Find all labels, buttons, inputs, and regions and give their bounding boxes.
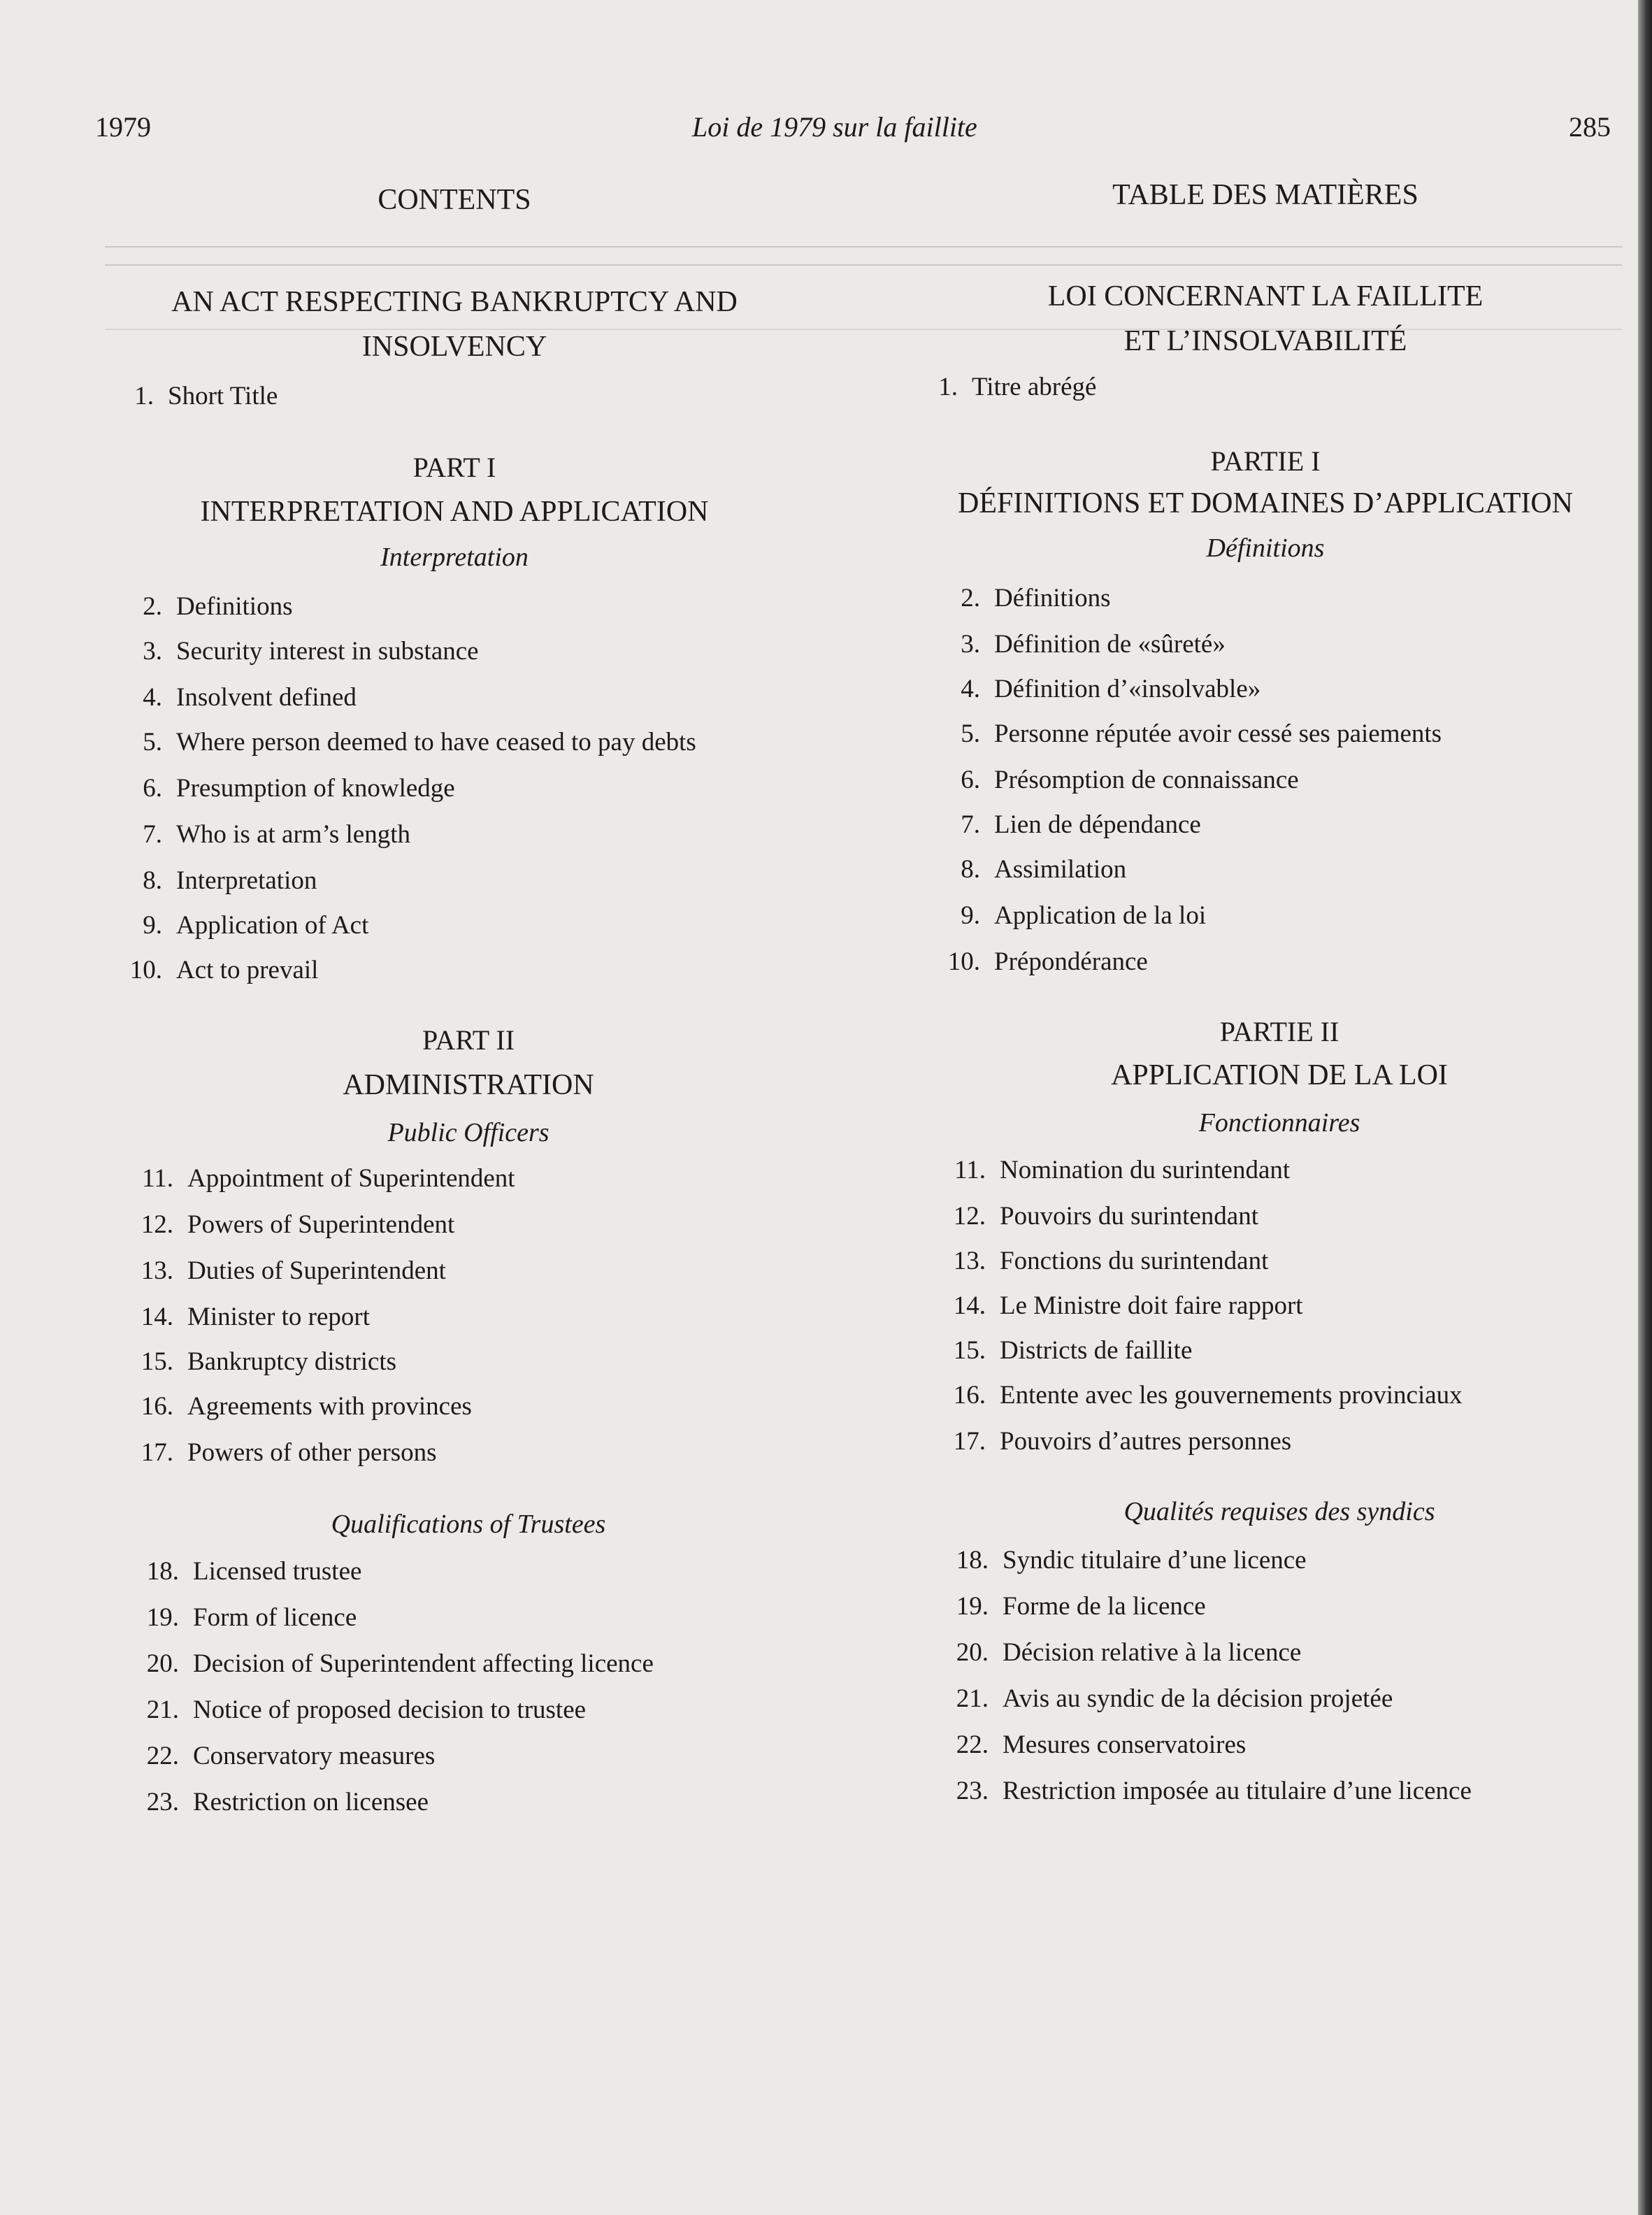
toc-entry	[105, 819, 410, 850]
toc-entry	[923, 854, 1126, 884]
toc-entry	[105, 592, 292, 622]
toc-entry-short-title	[105, 381, 278, 411]
toc-entry	[122, 1787, 429, 1817]
entry-label: Assimilation	[994, 855, 1127, 884]
entry-number: 11.	[954, 1156, 986, 1184]
entry-number: 2.	[961, 584, 980, 612]
entry-label: Duties of Superintendent	[187, 1256, 446, 1285]
entry-label: Restriction on licensee	[193, 1788, 429, 1816]
toc-entry	[931, 1776, 1472, 1806]
toc-entry	[122, 1603, 357, 1633]
toc-entry	[931, 1684, 1393, 1714]
entry-number: 6.	[143, 774, 162, 803]
entry-label: Appointment of Superintendent	[187, 1164, 515, 1193]
toc-entry	[116, 1256, 446, 1286]
toc-entry	[923, 674, 1260, 704]
entry-label: Security interest in substance	[176, 637, 479, 666]
entry-label: Lien de dépendance	[994, 810, 1201, 839]
entry-number: 13.	[953, 1247, 986, 1275]
entry-label: Agreements with provinces	[187, 1392, 472, 1421]
toc-entry	[105, 773, 455, 803]
entry-number: 15.	[141, 1347, 173, 1376]
partie-1-subheading: Définitions	[1206, 533, 1325, 563]
entry-number: 9.	[143, 911, 162, 940]
entry-label: Application of Act	[176, 911, 369, 940]
entry-number: 10.	[129, 956, 162, 984]
header-year: 1979	[95, 111, 151, 143]
entry-number: 5.	[961, 719, 980, 748]
entry-number: 6.	[961, 766, 980, 794]
act-title-line-2: INSOLVENCY	[361, 331, 547, 363]
entry-number: 1.	[938, 373, 958, 401]
header-rule-2	[105, 264, 1622, 266]
toc-entry	[923, 810, 1201, 840]
toc-entry	[122, 1695, 586, 1725]
part-1-subheading: Interpretation	[380, 543, 529, 572]
toc-entry	[116, 1391, 472, 1421]
entry-label: Mesures conservatoires	[1003, 1730, 1247, 1759]
entry-label: Forme de la licence	[1003, 1592, 1206, 1621]
toc-entry	[931, 1545, 1307, 1575]
entry-label: Short Title	[168, 382, 278, 410]
entry-number: 16.	[953, 1381, 986, 1410]
entry-label: Personne réputée avoir cessé ses paiements	[994, 719, 1442, 748]
entry-label: Districts de faillite	[1000, 1336, 1193, 1365]
act-title-line-1: AN ACT RESPECTING BANKRUPTCY AND	[171, 286, 738, 318]
entry-number: 22.	[956, 1730, 989, 1759]
toc-entry	[105, 682, 357, 712]
part-1-label: PART I	[412, 452, 496, 483]
entry-label: Entente avec les gouvernements provinciaux	[1000, 1381, 1463, 1410]
partie-2-label: PARTIE II	[1219, 1016, 1339, 1047]
loi-title-line-1: LOI CONCERNANT LA FAILLITE	[1047, 280, 1484, 313]
entry-number: 22.	[146, 1742, 179, 1770]
toc-entry-titre-abrege	[923, 372, 1096, 402]
partie-2-subheading: Fonctionnaires	[1198, 1108, 1360, 1138]
entry-label: Restriction imposée au titulaire d’une licence	[1003, 1777, 1472, 1805]
part-2-subheading: Public Officers	[387, 1118, 550, 1147]
partie-1-label: PARTIE I	[1210, 445, 1321, 477]
entry-number: 3.	[961, 630, 980, 659]
entry-number: 9.	[961, 901, 980, 930]
entry-label: Présomption de connaissance	[994, 766, 1299, 794]
entry-label: Pouvoirs du surintendant	[1000, 1202, 1258, 1231]
table-des-matieres-heading: TABLE DES MATIÈRES	[1112, 179, 1418, 211]
entry-number: 21.	[146, 1696, 179, 1724]
toc-entry	[928, 1201, 1258, 1231]
entry-label: Prépondérance	[994, 947, 1148, 976]
page-edge-shadow	[1638, 0, 1652, 2215]
entry-label: Définition d’«insolvable»	[994, 675, 1261, 703]
entry-label: Powers of other persons	[187, 1438, 437, 1467]
toc-entry	[116, 1163, 515, 1193]
entry-number: 10.	[947, 947, 980, 976]
toc-entry	[923, 719, 1442, 749]
entry-number: 12.	[141, 1210, 173, 1239]
entry-number: 7.	[961, 810, 980, 839]
entry-label: Act to prevail	[176, 956, 319, 984]
entry-label: Nomination du surintendant	[1000, 1156, 1291, 1184]
toc-entry	[928, 1335, 1192, 1365]
entry-number: 18.	[146, 1557, 179, 1586]
entry-number: 20.	[146, 1649, 179, 1678]
entry-label: Application de la loi	[994, 901, 1207, 930]
entry-number: 2.	[143, 592, 162, 621]
toc-entry	[122, 1649, 654, 1679]
toc-entry	[105, 636, 479, 666]
entry-label: Who is at arm’s length	[176, 820, 410, 849]
entry-label: Le Ministre doit faire rapport	[1000, 1291, 1303, 1320]
toc-entry	[928, 1380, 1463, 1410]
entry-label: Bankruptcy districts	[187, 1347, 397, 1376]
entry-number: 3.	[143, 637, 162, 666]
toc-entry	[105, 727, 696, 757]
entry-label: Titre abrégé	[972, 373, 1097, 401]
entry-label: Interpretation	[176, 866, 317, 895]
entry-label: Presumption of knowledge	[176, 774, 455, 803]
qualifications-subheading: Qualifications of Trustees	[331, 1510, 606, 1539]
toc-entry	[116, 1438, 437, 1468]
part-2-label: PART II	[422, 1024, 515, 1056]
entry-number: 17.	[953, 1427, 986, 1456]
entry-number: 14.	[953, 1291, 986, 1320]
entry-label: Décision relative à la licence	[1003, 1638, 1302, 1667]
entry-label: Pouvoirs d’autres personnes	[1000, 1427, 1292, 1456]
toc-entry	[105, 866, 317, 896]
entry-number: 4.	[143, 683, 162, 712]
entry-label: Definitions	[176, 592, 293, 621]
entry-number: 13.	[141, 1256, 173, 1285]
entry-label: Notice of proposed decision to trustee	[193, 1696, 587, 1724]
entry-label: Avis au syndic de la décision projetée	[1003, 1684, 1393, 1713]
entry-number: 7.	[143, 820, 162, 849]
entry-number: 21.	[956, 1684, 989, 1713]
entry-label: Minister to report	[187, 1303, 371, 1331]
entry-number: 19.	[146, 1603, 179, 1632]
entry-number: 23.	[146, 1788, 179, 1816]
toc-entry	[116, 1210, 454, 1240]
toc-entry	[923, 583, 1110, 613]
entry-number: 23.	[956, 1777, 989, 1805]
toc-entry	[923, 765, 1299, 795]
part-1-title: INTERPRETATION AND APPLICATION	[200, 496, 709, 528]
toc-entry	[122, 1556, 361, 1586]
entry-label: Licensed trustee	[193, 1557, 362, 1586]
toc-entry	[116, 1347, 396, 1377]
entry-label: Fonctions du surintendant	[1000, 1247, 1269, 1275]
entry-label: Powers of Superintendent	[187, 1210, 455, 1239]
entry-number: 19.	[956, 1592, 989, 1621]
contents-heading: CONTENTS	[378, 184, 531, 216]
running-title: Loi de 1979 sur la faillite	[692, 111, 977, 143]
toc-entry	[105, 955, 318, 985]
entry-label: Syndic titulaire d’une licence	[1003, 1546, 1307, 1575]
toc-entry	[923, 947, 1148, 977]
entry-number: 18.	[956, 1546, 989, 1575]
entry-number: 11.	[142, 1164, 173, 1193]
entry-label: Définitions	[994, 584, 1111, 612]
entry-number: 1.	[134, 382, 154, 410]
toc-entry	[931, 1637, 1301, 1668]
qualites-subheading: Qualités requises des syndics	[1123, 1497, 1435, 1526]
toc-entry	[122, 1741, 435, 1771]
entry-number: 17.	[141, 1438, 173, 1467]
toc-entry	[923, 629, 1226, 659]
entry-label: Définition de «sûreté»	[994, 630, 1226, 659]
entry-label: Conservatory measures	[193, 1742, 436, 1770]
toc-entry	[928, 1291, 1303, 1321]
entry-label: Insolvent defined	[176, 683, 357, 712]
toc-entry	[928, 1155, 1290, 1185]
toc-entry	[105, 910, 368, 940]
toc-entry	[116, 1302, 370, 1332]
entry-number: 20.	[956, 1638, 989, 1667]
entry-number: 4.	[961, 675, 980, 703]
loi-title-line-2: ET L’INSOLVABILITÉ	[1123, 325, 1407, 357]
partie-1-title: DÉFINITIONS ET DOMAINES D’APPLICATION	[957, 487, 1574, 519]
entry-label: Decision of Superintendent affecting licence	[193, 1649, 654, 1678]
part-2-title: ADMINISTRATION	[343, 1069, 594, 1101]
entry-number: 8.	[961, 855, 980, 884]
page-number: 285	[1569, 111, 1611, 143]
toc-entry	[923, 901, 1206, 931]
entry-number: 8.	[143, 866, 162, 895]
entry-label: Form of licence	[193, 1603, 357, 1632]
entry-label: Where person deemed to have ceased to pay debts	[176, 728, 696, 757]
entry-number: 16.	[141, 1392, 173, 1421]
toc-entry	[928, 1426, 1291, 1456]
header-rule	[105, 246, 1622, 248]
partie-2-title: APPLICATION DE LA LOI	[1111, 1059, 1448, 1091]
entry-number: 5.	[143, 728, 162, 757]
entry-number: 15.	[953, 1336, 986, 1365]
entry-number: 12.	[953, 1202, 986, 1231]
toc-entry	[931, 1591, 1206, 1621]
toc-entry	[928, 1246, 1268, 1276]
entry-number: 14.	[141, 1303, 173, 1331]
toc-entry	[931, 1730, 1246, 1760]
